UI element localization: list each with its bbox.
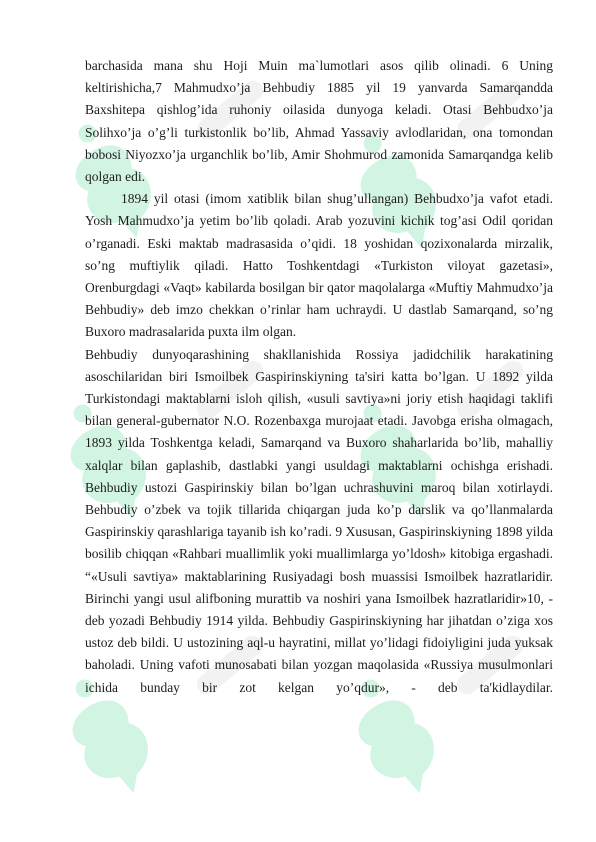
body-text bbox=[85, 55, 553, 699]
paragraph-2: 1894 yil otasi (imom xatiblik bilan shug’ullangan) Behbudxo’ja vafot etadi. Yosh Mahmudxo’ja yetim bo’lib qoladi. Arab yozuvini kichik tog’asi Odil qoridan o’rganadi. Eski maktab madrasasida o’qidi. 18 yoshidan qozixonalarda mirzalik, so’ng muftiylik qiladi. Hatto Toshkentdagi «Turkiston viloyat gazetasi», Orenburgdagi «Vaqt» kabilarda bosilgan bir qator maqolalarga «Muftiy Mahmudxo’ja Behbudiy» deb imzo chekkan o’rinlar ham uchraydi. U dastlab Samarqand, so’ng Buxoro madrasalarida puxta ilm olgan. bbox=[85, 191, 553, 340]
paragraph-1: barchasida mana shu Hoji Muin ma`lumotlari asos qilib olinadi. 6 Uning keltirishicha,7 Mahmudxo’ja Behbudiy 1885 yil 19 yanvarda Samarqandda Baxshitepa qishlog’ida ruhoniy oilasida dunyoga keladi. Otasi Behbudxo’ja Solihxo’ja o’g’li turkistonlik bo’lib, Ahmad Yassaviy avlodlaridan, ona tomondan bobosi Niyozxo’ja urganchlik bo’lib, Amir Shohmurod zamonida Samarqandga kelib qolgan edi. bbox=[85, 58, 553, 185]
paragraph-3: Behbudiy dunyoqarashining shakllanishida Rossiya jadidchilik harakatining asoschilaridan biri Ismoilbek Gaspirinskiyning ta'siri katta bo’lgan. U 1892 yilda Turkistondagi maktablarni isloh qilish, «usuli savtiya»ni joriy etish haqidagi taklifi bilan general-gubernator N.O. Rozenbaxga murojaat etadi. Javobga erisha olmagach, 1893 yilda Toshkentga keladi, Samarqand va Buxoro shaharlarida bo’lib, mahalliy xalqlar bilan gaplashib, dastlabki yangi usuldagi maktablarni ochishga erishadi. Behbudiy ustozi Gaspirinskiy bilan bo’lgan uchrashuvini maroq bilan xotirlaydi. Behbudiy o’zbek va tojik tillarida chiqargan juda ko’p darslik va qo’llanmalarda Gaspirinskiy qarashlariga tayanib ish ko’radi. 9 Xususan, Gaspirinskiyning 1898 yilda bosilib chiqqan «Rahbari muallimlik yoki muallimlarga yo’ldosh» kitobiga ergashadi. “«Usuli savtiya» maktablarining Rusiyadagi bosh muassisi Ismoilbek hazratlaridir. Birinchi yangi usul alifboning murattib va noshiri yana Ismoilbek hazratlaridir»10, - deb yozadi Behbudiy 1914 yilda. Behbudiy Gaspirinskiyning har jihatdan o’ziga xos ustoz deb bildi. U ustozining aql-u hayratini, millat yo’lidagi fidoiyligini juda yuksak baholadi. Uning vafoti munosabati bilan yozgan maqolasida «Russiya musulmonlari ichida bunday bir zot kelgan yo’qdur», - deb ta'kidlaydilar. bbox=[85, 346, 553, 695]
